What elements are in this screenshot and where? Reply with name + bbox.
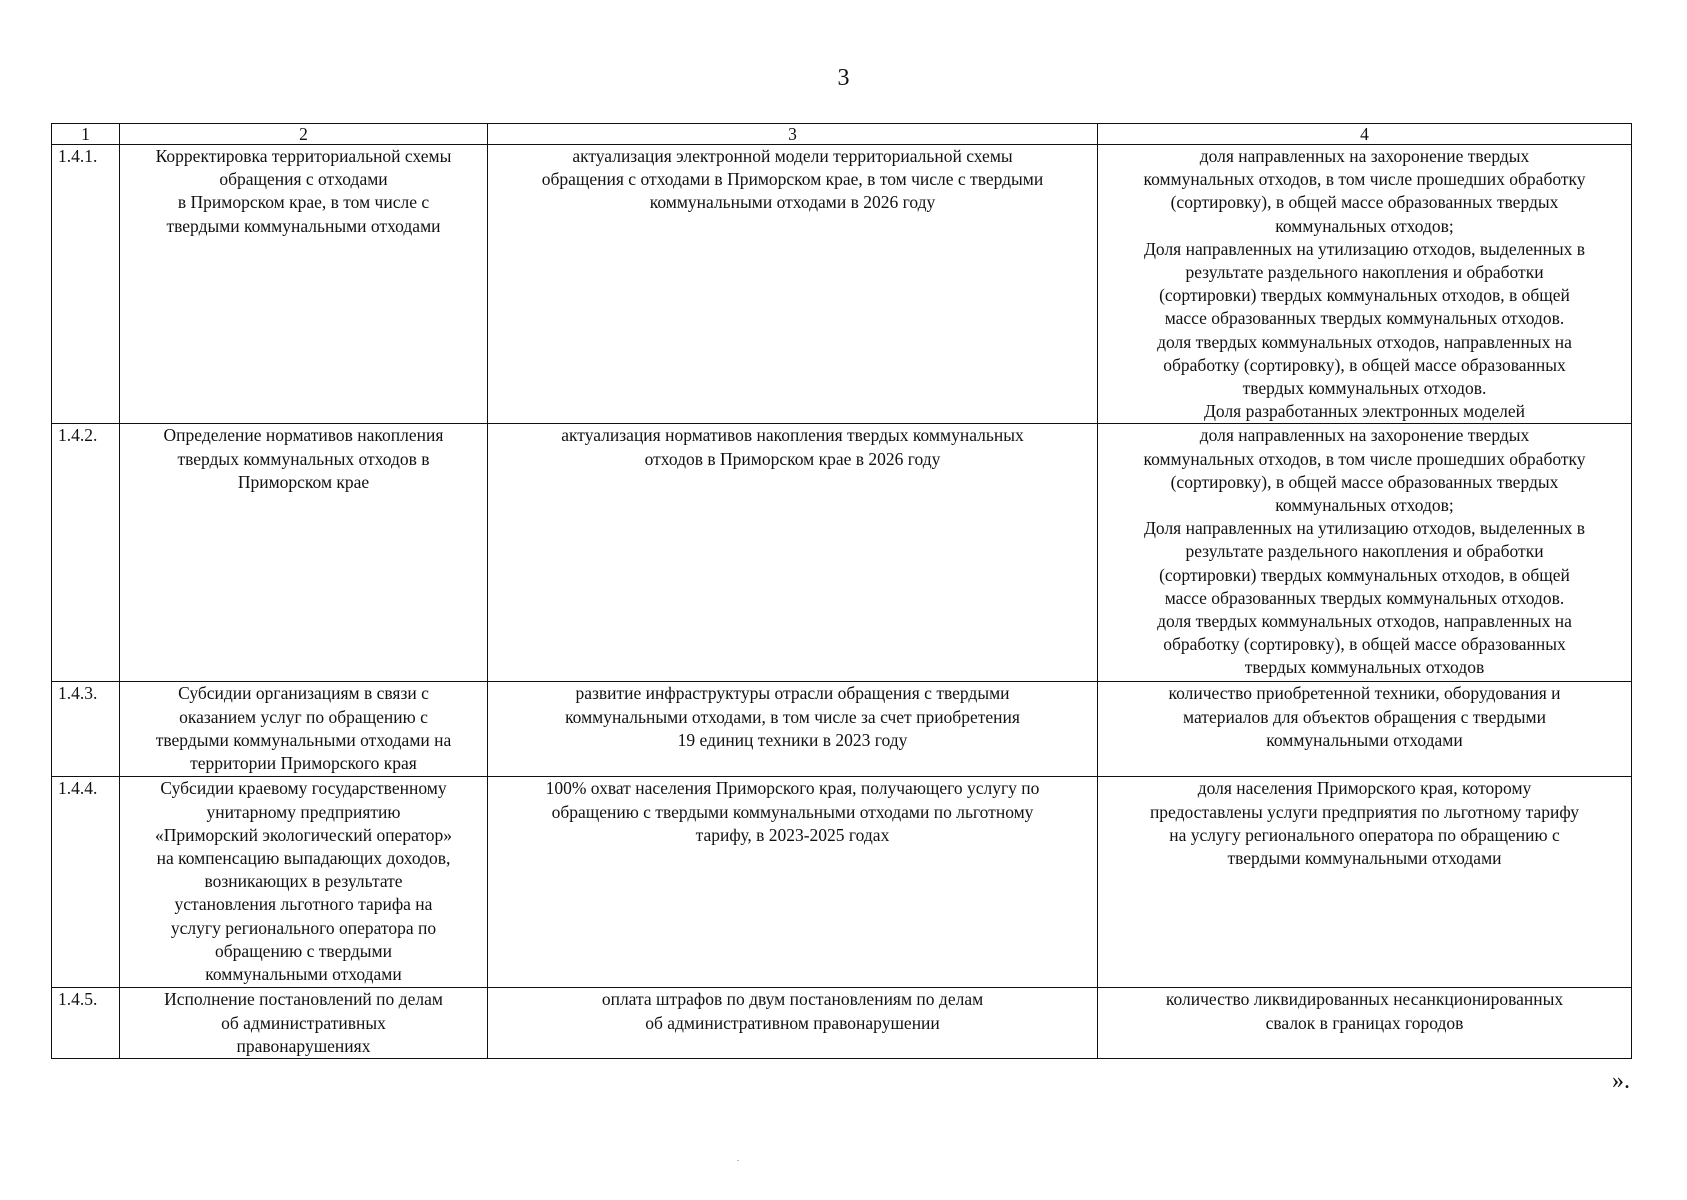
cell-text-line: свалок в границах городов: [1265, 1012, 1464, 1033]
cell-text-line: Доля направленных на утилизацию отходов, выделенных в: [1143, 238, 1585, 259]
column-header-4: 4: [1098, 124, 1632, 145]
indicator-cell: [1098, 777, 1632, 988]
cell-text-line: обработку (сортировку), в общей массе образованных: [1163, 634, 1566, 655]
indicator-cell: [1098, 682, 1632, 777]
column-header-1: 1: [52, 124, 120, 145]
table-body: [52, 145, 1632, 1059]
cell-text-line: Доля разработанных электронных моделей: [1203, 401, 1526, 422]
cell-text-line: твердых коммунальных отходов.: [1242, 378, 1487, 399]
cell-text-line: унитарному предприятию: [206, 801, 401, 822]
cell-text-line: доля направленных на захоронение твердых: [1199, 425, 1530, 446]
cell-text-line: актуализация электронной модели территориальной схемы: [572, 146, 1013, 166]
cell-text-line: (сортировку), в общей массе образованных твердых: [1170, 192, 1559, 213]
cell-text-line: 19 единиц техники в 2023 году: [677, 729, 908, 750]
cell-text-line: массе образованных твердых коммунальных отходов.: [1164, 308, 1565, 329]
cell-text-line: доля населения Приморского края, которому: [1197, 778, 1532, 799]
column-header-3: 3: [488, 124, 1098, 145]
cell-text-line: материалов для объектов обращения с твердыми: [1183, 706, 1546, 727]
row-number: 1.4.3.: [52, 682, 120, 777]
table-row: [52, 777, 1632, 988]
cell-text-line: коммунальными отходами, в том числе за счет приобретения: [565, 706, 1020, 727]
indicator-cell: [1098, 424, 1632, 682]
cell-text-line: обращения с отходами в Приморском крае, в том числе с твердыми: [541, 169, 1044, 190]
cell-text-line: оплата штрафов по двум постановлениям по делам: [601, 989, 984, 1010]
cell-text-line: отходов в Приморском крае в 2026 году: [644, 448, 941, 469]
cell-text-line: коммунальных отходов;: [1275, 495, 1454, 516]
cell-text-line: обращению с твердыми: [215, 940, 392, 961]
measure-name-cell: [120, 145, 488, 424]
cell-text-line: результате раздельного накопления и обработки: [1185, 541, 1544, 562]
cell-text-line: твердыми коммунальными отходами: [1227, 848, 1502, 869]
measure-name-cell: [120, 424, 488, 682]
cell-text-line: твердых коммунальных отходов: [1244, 657, 1485, 678]
measure-name-cell: [120, 988, 488, 1059]
scan-dot: [737, 1160, 739, 1161]
measure-name-cell: [120, 777, 488, 988]
cell-text-line: 100% охват населения Приморского края, получающего услугу по: [545, 778, 1040, 799]
cell-text-line: «Приморский экологический оператор»: [154, 824, 453, 845]
cell-text-line: коммунальными отходами: [205, 964, 402, 985]
cell-text-line: территории Приморского края: [190, 753, 417, 774]
cell-text-line: (сортировку), в общей массе образованных твердых: [1170, 471, 1559, 492]
cell-text-line: Определение нормативов накопления: [163, 425, 444, 446]
cell-text-line: (сортировки) твердых коммунальных отходов, в общей: [1159, 564, 1570, 585]
cell-text-line: обработку (сортировку), в общей массе образованных: [1163, 354, 1566, 375]
cell-text-line: обращению с твердыми коммунальными отходами по льготному: [551, 801, 1034, 822]
cell-text-line: коммунальных отходов, в том числе прошедших обработку: [1143, 448, 1586, 469]
table-row: [52, 682, 1632, 777]
table-header: [52, 124, 1632, 145]
row-number: 1.4.1.: [52, 145, 120, 424]
measures-table: [51, 123, 1632, 1059]
indicator-cell: [1098, 145, 1632, 424]
cell-text-line: Исполнение постановлений по делам: [164, 989, 443, 1010]
expected-result-cell: [488, 777, 1098, 988]
row-number: 1.4.2.: [52, 424, 120, 682]
measure-name-cell: [120, 682, 488, 777]
cell-text-line: твердых коммунальных отходов в: [177, 448, 430, 469]
cell-text-line: об административном правонарушении: [645, 1012, 940, 1033]
closing-quote-mark: ».: [1612, 1068, 1630, 1094]
table-row: [52, 145, 1632, 424]
cell-text-line: в Приморском крае, в том числе с: [177, 192, 430, 213]
cell-text-line: оказанием услуг по обращению с: [179, 706, 428, 727]
cell-text-line: обращения с отходами: [219, 169, 388, 190]
expected-result-cell: [488, 988, 1098, 1059]
cell-text-line: количество ликвидированных несанкционированных: [1165, 989, 1564, 1010]
table-row: [52, 988, 1632, 1059]
cell-text-line: правонарушениях: [236, 1035, 371, 1056]
cell-text-line: коммунальными отходами в 2026 году: [649, 192, 936, 213]
header-row: [52, 124, 1632, 145]
cell-text-line: коммунальными отходами: [1266, 729, 1463, 750]
expected-result-cell: [488, 145, 1098, 424]
cell-text-line: твердыми коммунальными отходами на: [155, 729, 452, 750]
cell-text-line: об административных: [221, 1012, 386, 1033]
page-number: 3: [837, 65, 850, 91]
cell-text-line: доля твердых коммунальных отходов, направленных на: [1157, 331, 1572, 352]
column-header-2: 2: [120, 124, 488, 145]
cell-text-line: Доля направленных на утилизацию отходов, выделенных в: [1143, 518, 1585, 539]
cell-text-line: коммунальных отходов;: [1275, 215, 1454, 236]
cell-text-line: Субсидии организациям в связи с: [178, 683, 429, 704]
expected-result-cell: [488, 424, 1098, 682]
cell-text-line: на компенсацию выпадающих доходов,: [156, 848, 451, 869]
cell-text-line: тарифу, в 2023-2025 годах: [695, 824, 890, 845]
cell-text-line: Корректировка территориальной схемы: [155, 146, 452, 166]
table-row: [52, 424, 1632, 682]
cell-text-line: предоставлены услуги предприятия по льготному тарифу: [1149, 801, 1580, 822]
cell-text-line: доля направленных на захоронение твердых: [1199, 146, 1530, 166]
cell-text-line: твердыми коммунальными отходами: [166, 215, 441, 236]
cell-text-line: услугу регионального оператора по: [170, 917, 437, 938]
expected-result-cell: [488, 682, 1098, 777]
cell-text-line: Приморском крае: [237, 471, 370, 492]
cell-text-line: коммунальных отходов, в том числе прошедших обработку: [1143, 169, 1586, 190]
cell-text-line: доля твердых коммунальных отходов, направленных на: [1157, 611, 1572, 632]
cell-text-line: Субсидии краевому государственному: [160, 778, 447, 799]
cell-text-line: (сортировки) твердых коммунальных отходов, в общей: [1159, 285, 1570, 306]
cell-text-line: возникающих в результате: [204, 871, 403, 892]
cell-text-line: количество приобретенной техники, оборудования и: [1168, 683, 1561, 704]
row-number: 1.4.5.: [52, 988, 120, 1059]
cell-text-line: на услугу регионального оператора по обращению с: [1169, 824, 1560, 845]
cell-text-line: массе образованных твердых коммунальных отходов.: [1164, 587, 1565, 608]
cell-text-line: развитие инфраструктуры отрасли обращения с твердыми: [575, 683, 1010, 704]
cell-text-line: актуализация нормативов накопления твердых коммунальных: [561, 425, 1024, 446]
cell-text-line: результате раздельного накопления и обработки: [1185, 262, 1544, 283]
cell-text-line: установления льготного тарифа на: [174, 894, 433, 915]
indicator-cell: [1098, 988, 1632, 1059]
row-number: 1.4.4.: [52, 777, 120, 988]
